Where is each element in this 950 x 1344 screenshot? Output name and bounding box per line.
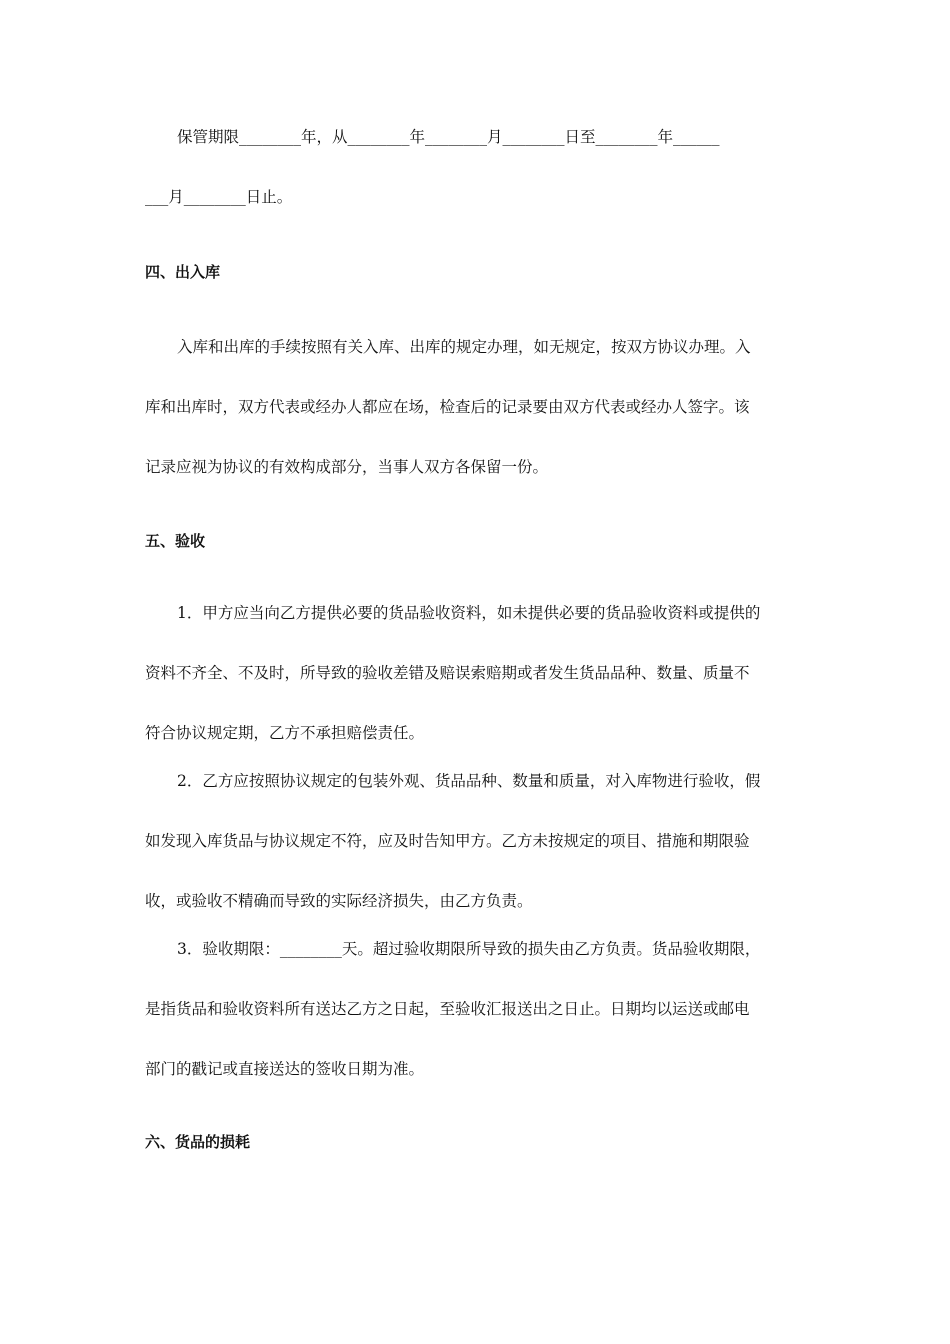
section-heading-acceptance: 五、验收 <box>145 532 206 550</box>
section-heading-inout: 四、出入库 <box>145 263 221 281</box>
acceptance-item2-line-3: 收，或验收不精确而导致的实际经济损失，由乙方负责。 <box>145 892 533 910</box>
section-heading-loss: 六、货品的损耗 <box>145 1133 251 1151</box>
inout-paragraph-line-2: 库和出库时，双方代表或经办人都应在场，检查后的记录要由双方代表或经办人签字。该 <box>145 398 750 416</box>
inout-paragraph-line-3: 记录应视为协议的有效构成部分，当事人双方各保留一份。 <box>145 458 549 476</box>
acceptance-item2-line-2: 如发现入库货品与协议规定不符，应及时告知甲方。乙方未按规定的项目、措施和期限验 <box>145 832 750 850</box>
storage-period-line-1: 保管期限________年，从________年________月________日至________年______ <box>177 128 720 146</box>
acceptance-item3-line-1: 3．验收期限：________天。超过验收期限所导致的损失由乙方负责。货品验收期限， <box>177 940 761 958</box>
inout-paragraph-line-1: 入库和出库的手续按照有关入库、出库的规定办理，如无规定，按双方协议办理。入 <box>177 338 751 356</box>
acceptance-item1-line-1: 1．甲方应当向乙方提供必要的货品验收资料，如未提供必要的货品验收资料或提供的 <box>177 604 761 622</box>
acceptance-item1-line-3: 符合协议规定期，乙方不承担赔偿责任。 <box>145 724 425 742</box>
storage-period-line-2: ___月________日止。 <box>145 188 293 206</box>
acceptance-item3-line-3: 部门的戳记或直接送达的签收日期为准。 <box>145 1060 425 1078</box>
acceptance-item2-line-1: 2．乙方应按照协议规定的包装外观、货品品种、数量和质量，对入库物进行验收，假 <box>177 772 761 790</box>
acceptance-item3-line-2: 是指货品和验收资料所有送达乙方之日起，至验收汇报送出之日止。日期均以运送或邮电 <box>145 1000 750 1018</box>
acceptance-item1-line-2: 资料不齐全、不及时，所导致的验收差错及赔误索赔期或者发生货品品种、数量、质量不 <box>145 664 750 682</box>
